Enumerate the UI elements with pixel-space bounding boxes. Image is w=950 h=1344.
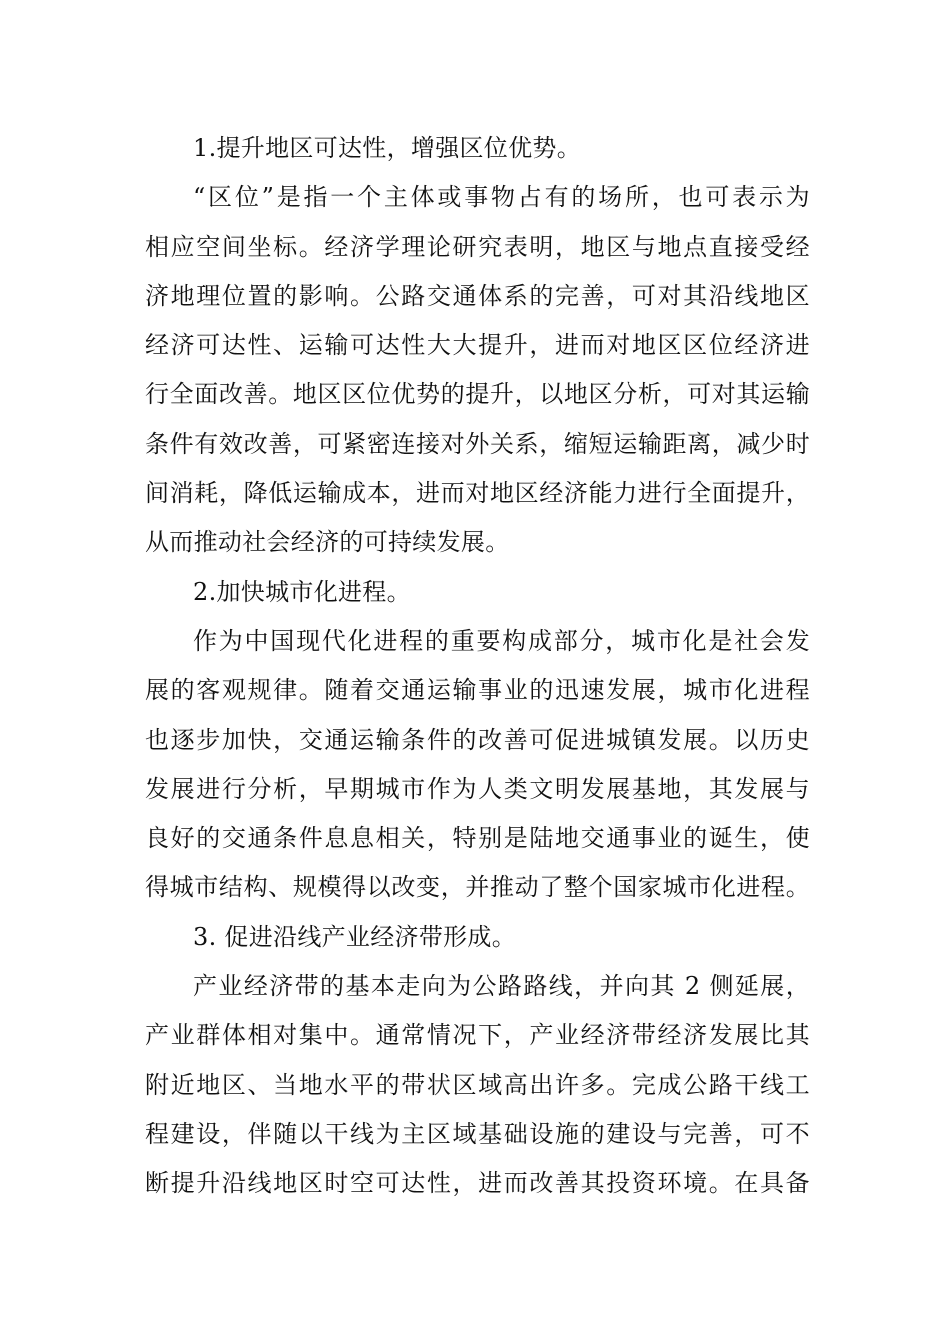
paragraph-line: 相应空间坐标。经济学理论研究表明，地区与地点直接受经: [145, 232, 810, 261]
paragraph-line: 也逐步加快，交通运输条件的改善可促进城镇发展。以历史: [145, 725, 810, 754]
paragraph-line: 济地理位置的影响。公路交通体系的完善，可对其沿线地区: [145, 281, 810, 310]
paragraph-line: 得城市结构、规模得以改变，并推动了整个国家城市化进程。: [145, 873, 810, 902]
paragraph-line: 从而推动社会经济的可持续发展。: [145, 528, 510, 557]
heading-1: 1.提升地区可达性，增强区位优势。: [193, 134, 581, 162]
paragraph-line: 展的客观规律。随着交通运输事业的迅速发展，城市化进程: [145, 676, 810, 705]
paragraph-line: “区位”是指一个主体或事物占有的场所，也可表示为: [193, 183, 810, 212]
paragraph-line: 发展进行分析，早期城市作为人类文明发展基地，其发展与: [145, 774, 810, 803]
heading-2: 2.加快城市化进程。: [193, 577, 411, 606]
paragraph-line: 程建设，伴随以干线为主区域基础设施的建设与完善，可不: [145, 1119, 810, 1148]
paragraph-line: 附近地区、当地水平的带状区域高出许多。完成公路干线工: [145, 1070, 810, 1099]
heading-3: 3. 促进沿线产业经济带形成。: [193, 922, 517, 951]
paragraph-line: 作为中国现代化进程的重要构成部分，城市化是社会发: [193, 626, 810, 655]
paragraph-line: 产业群体相对集中。通常情况下，产业经济带经济发展比其: [145, 1021, 810, 1050]
paragraph-line: 经济可达性、运输可达性大大提升，进而对地区区位经济进: [145, 331, 810, 360]
paragraph-line: 良好的交通条件息息相关，特别是陆地交通事业的诞生，使: [145, 824, 810, 853]
paragraph-line: 间消耗，降低运输成本，进而对地区经济能力进行全面提升，: [145, 479, 810, 508]
paragraph-line: 行全面改善。地区区位优势的提升，以地区分析，可对其运输: [145, 380, 810, 409]
paragraph-line: 条件有效改善，可紧密连接对外关系，缩短运输距离，减少时: [145, 429, 810, 458]
paragraph-line: 断提升沿线地区时空可达性，进而改善其投资环境。在具备: [145, 1169, 810, 1198]
body-text: [145, 124, 810, 1209]
paragraph-line: 产业经济带的基本走向为公路路线，并向其 2 侧延展，: [193, 972, 810, 1001]
